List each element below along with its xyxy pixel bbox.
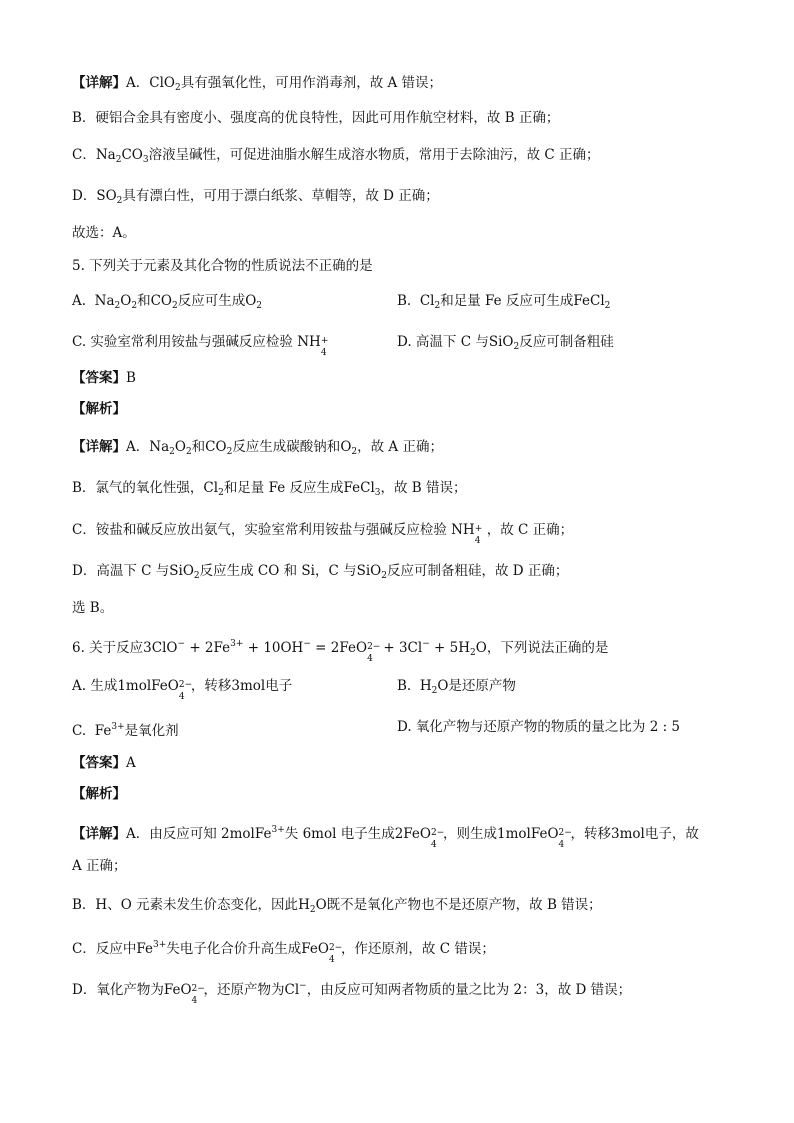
q5-choose: 选 B。: [72, 600, 114, 616]
q6-b: B．H、O 元素未发生价态变化，因此$H_2O$既不是氧化产物也不是还原产物，故 B 错误；: [72, 897, 602, 915]
s4-a: 【详解】A．ClO$_2$具有强氧化性，可用作消毒剂，故 A 错误；: [72, 75, 443, 93]
q6-a-line1: 【详解】A．由反应可知 2molFe$^{3+}$失 6mol 电子生成2FeO 2− 4 ，则生成1molFeO 2− 4 ，转移3mol电子，故: [72, 825, 699, 850]
q6-c: C．反应中$Fe^{3+}$失电子化合价升高生成FeO 2− 4 ，作还原剂，故 C 错误；: [72, 940, 495, 965]
q5-analysis-label: 【解析】: [72, 401, 126, 417]
q5-option-a: A. $Na_2O_2$和$CO_2$反应可生成$O_2$: [72, 293, 263, 311]
q6-answer: 【答案】A: [72, 755, 136, 771]
q5-option-c: C. 实验室常利用铵盐与强碱反应检验 NH + 4: [72, 334, 329, 358]
q5-answer: 【答案】B: [72, 370, 136, 386]
q6-option-c: C. $Fe^{3+}$是氧化剂: [72, 722, 179, 739]
q6-d: D．氧化产物为FeO 2− 4 ，还原产物为Cl−，由反应可知两者物质的量之比为 2：3，故 D 错误；: [72, 981, 632, 1006]
s4-c: C．$Na_2CO_3$溶液呈碱性，可促进油脂水解生成溶水物质，常用于去除油污，故 C 正确；: [72, 147, 600, 165]
q6-option-d: D. 氧化产物与还原产物的物质的量之比为 2 : 5: [397, 719, 681, 735]
q6-stem: 6. 关于反应$3ClO^- + 2Fe^{3+} + 10OH^- = 2FeO$ 2− 4 + $3Cl^- + 5H_2O$，下列说法正确的是: [72, 639, 609, 664]
q5-option-b: B. $Cl_2$和足量 Fe 反应可生成FeCl$_2$: [397, 293, 611, 311]
s4-b: B．硬铝合金具有密度小、强度高的优良特性，因此可用作航空材料，故 B 正确；: [72, 110, 560, 126]
q5-c: C．铵盐和碱反应放出氨气，实验室常利用铵盐与强碱反应检验 NH + 4 ，故 C 正确；: [72, 522, 574, 546]
q5-stem: 5. 下列关于元素及其化合物的性质说法不正确的是: [72, 258, 373, 274]
q5-b: B．氯气的氧化性强，$Cl_2$和足量 Fe 反应生成FeCl$_3$，故 B 错误；: [72, 480, 467, 498]
s4-choose: 故选：A。: [72, 225, 136, 241]
q6-option-a: A. 生成1molFeO 2− 4 ，转移3mol电子: [72, 678, 293, 702]
q6-analysis-label: 【解析】: [72, 786, 126, 802]
s4-d: D．$SO_2$具有漂白性，可用于漂白纸浆、草帽等，故 D 正确；: [72, 188, 439, 206]
q6-option-b: B. $H_2O$是还原产物: [397, 678, 516, 696]
q5-a: 【详解】A．$Na_2O_2$和$CO_2$反应生成碳酸钠和$O_2$，故 A 正确；: [72, 439, 443, 457]
q5-d: D．高温下 C 与SiO$_2$反应生成 CO 和 Si，C 与SiO$_2$反应可制备粗硅，故 D 正确；: [72, 563, 569, 581]
q5-option-d: D. 高温下 C 与SiO$_2$反应可制备粗硅: [397, 334, 614, 352]
q6-a-line2: A 正确；: [72, 858, 127, 874]
